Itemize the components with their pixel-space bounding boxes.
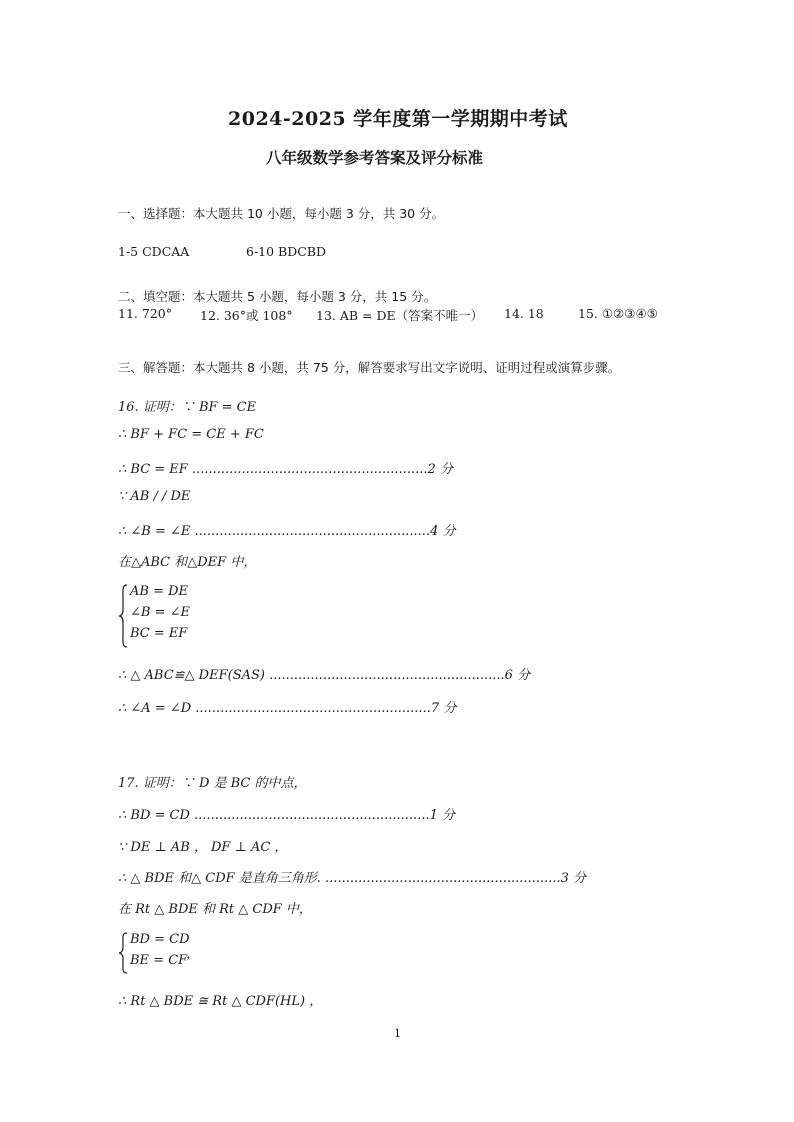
page-title: 2024-2025 学年度第一学期期中考试 xyxy=(228,108,568,130)
q16-line-7: ∴ △ ABC≌△ DEF(SAS) .........................................................6 分 xyxy=(118,668,531,683)
q16-line-3: ∴ BC = EF .........................................................2 分 xyxy=(118,462,453,477)
q16-system-eq-2: ∠B = ∠E xyxy=(130,605,190,620)
section-2-answer-14: 14. 18 xyxy=(504,306,544,321)
q17-line-6: ∴ Rt △ BDE ≅ Rt △ CDF(HL) ， xyxy=(118,994,323,1009)
section-1-answer-1: 1-5 CDCAA xyxy=(118,244,190,259)
q16-line-2: ∴ BF + FC = CE + FC xyxy=(118,427,264,442)
q17-line-2: ∴ BD = CD .........................................................1 分 xyxy=(118,808,455,823)
q16-equation-system xyxy=(118,584,238,648)
q17-system-eq-1: BD = CD xyxy=(130,932,190,947)
q16-line-1: 16. 证明：∵ BF = CE xyxy=(118,400,257,415)
q16-line-6: 在△ABC 和△DEF 中， xyxy=(118,555,257,570)
q16-system-eq-1: AB = DE xyxy=(130,584,189,599)
q17-system-suffix: ， xyxy=(186,947,200,962)
brace-icon xyxy=(118,584,128,648)
q17-system-eq-2: BE = CF xyxy=(130,953,188,968)
q17-line-3: ∵ DE ⊥ AB ， DF ⊥ AC ， xyxy=(118,840,288,855)
q16-line-4: ∵ AB / / DE xyxy=(118,489,191,504)
section-2-answer-11: 11. 720° xyxy=(118,306,172,321)
page-subtitle: 八年级数学参考答案及评分标准 xyxy=(266,148,484,167)
section-2-answer-15: 15. ①②③④⑤ xyxy=(578,306,658,321)
q16-line-5: ∴ ∠B = ∠E .........................................................4 分 xyxy=(118,524,456,539)
q17-line-1: 17. 证明：∵ D 是 BC 的中点， xyxy=(118,776,307,791)
q17-equation-system xyxy=(118,932,238,974)
page-number: 1 xyxy=(394,1027,401,1040)
section-2-heading: 二、填空题：本大题共 5 小题，每小题 3 分，共 15 分。 xyxy=(118,289,437,304)
brace-icon xyxy=(118,932,128,974)
section-1-answer-2: 6-10 BDCBD xyxy=(246,244,327,259)
section-2-answer-12: 12. 36°或 108° xyxy=(200,308,293,323)
q16-system-eq-3: BC = EF xyxy=(130,626,188,641)
section-2-answer-13: 13. AB = DE（答案不唯一） xyxy=(316,308,484,323)
section-1-heading: 一、选择题：本大题共 10 小题，每小题 3 分，共 30 分。 xyxy=(118,206,445,221)
q17-line-5: 在 Rt △ BDE 和 Rt △ CDF 中， xyxy=(118,902,312,917)
section-3-heading: 三、解答题：本大题共 8 小题，共 75 分，解答要求写出文字说明、证明过程或演算步骤。 xyxy=(118,360,621,375)
q16-line-8: ∴ ∠A = ∠D .........................................................7 分 xyxy=(118,701,457,716)
q17-line-4: ∴ △ BDE 和△ CDF 是直角三角形. .........................................................3 分 xyxy=(118,871,586,886)
